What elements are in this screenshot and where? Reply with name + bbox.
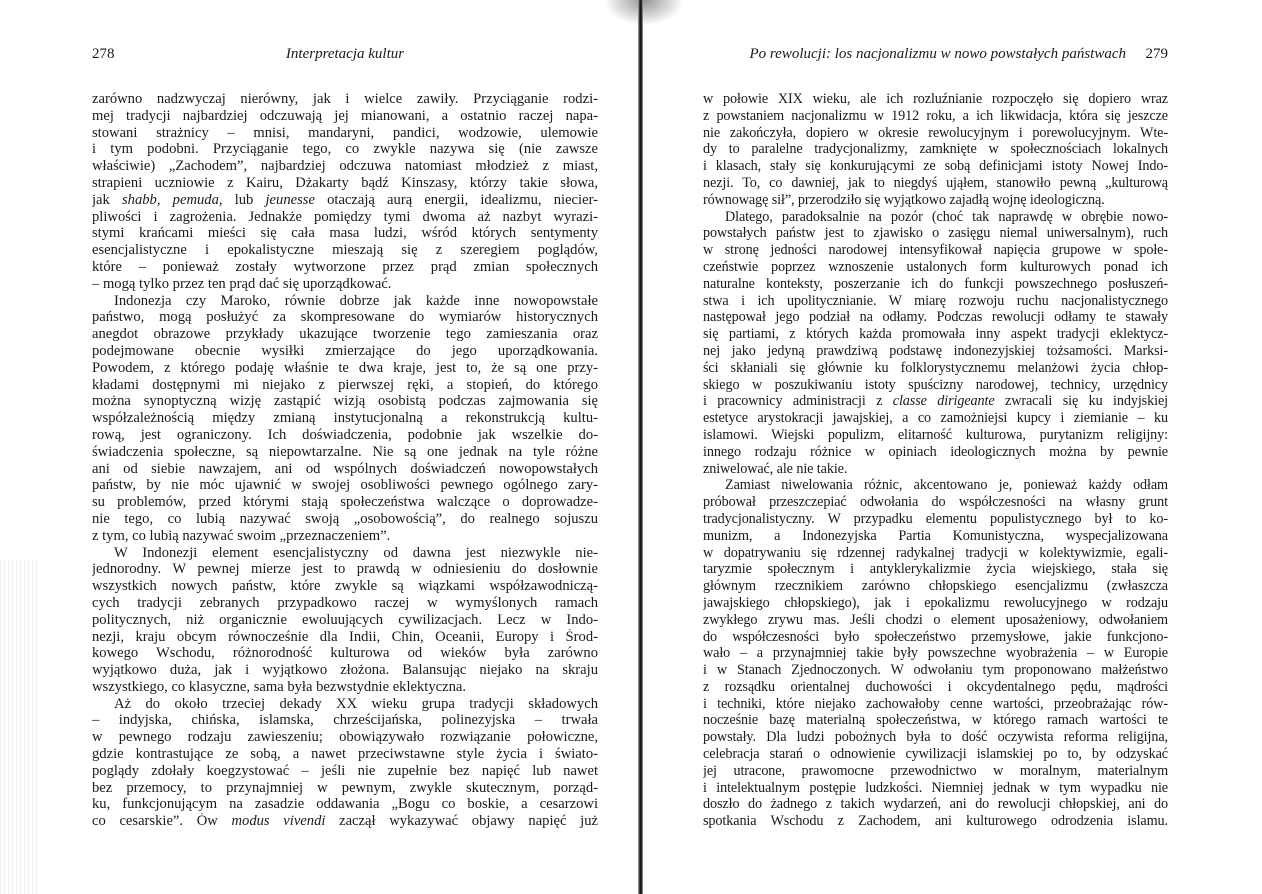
scan-smudge [604,0,684,26]
text-line: nej jako jedyną prawdziwą podstawę indonezyjskiej tożsamości. Marksi- [703,342,1168,359]
text-segment: co cesarskie”. Ów [92,813,232,830]
running-head-text: Po rewolucji: los nacjonalizmu w nowo powstałych państwach [749,46,1126,62]
text-line: taryzmie społecznym i antyklerykalizmie życia wiejskiego, stała się [703,561,1168,578]
paragraph [703,91,1168,209]
text-line: Indonezja czy Maroko, równie dobrze jak każde inne nowopowstałe [114,292,598,309]
text-line: naturalne konteksty, poszerzanie ich do funkcji powszechnego posłuszeń- [703,275,1168,292]
text-line: w dopatrywaniu się rdzennej radykalnej tradycji w kolektywizmie, egali- [703,544,1168,561]
text-line: państw, by nie móc ujawnić w swojej osobliwości pewnego ogólnego zary- [92,477,598,494]
text-line: celebracja starań o odnowienie cywilizacji islamskiej po to, by odzyskać [703,746,1168,763]
text-line: Aż do około trzeciej dekady XX wieku grupa tradycji składowych [114,695,598,712]
text-line: – mogą tylko przez ten prąd dać się uporządkować. [92,275,392,292]
text-line: się partiami, z których każda promowała inny aspekt tradycji eklektycz- [703,326,1168,343]
text-line [92,192,598,209]
text-segment: zwracali się ku indyjskiej [994,393,1168,410]
text-segment: jak [92,191,122,208]
running-head-text: Interpretacja kultur [285,46,405,62]
text-segment: , [156,191,173,208]
text-line: munizm, a Indonezyjska Partia Komunistyczna, wyspecjalizowana [703,527,1168,544]
italic-term: shabb [121,191,157,208]
text-line: nezji. To, co dawniej, jak to niegdyś ująłem, stanowiło pewną „kulturową [703,174,1168,191]
paragraph [703,209,1168,478]
text-line: cych tradycji zebranych przypadkowo raczej w wymyślonych ramach [92,594,598,611]
text-line: jej utracone, prawomocne przewodnictwo w moralnym, materialnym [703,762,1168,779]
text-line: doszło do żadnego z takich wydarzeń, ani do rewolucji chłopskiej, ani do [703,796,1168,813]
text-line: właściwie) „Zachodem”, najbardziej odczuwa natomiast młodzież z miast, [92,158,598,175]
text-line: su problemów, przed którymi stają społeczeństwa walczące o doprowadze- [92,494,598,511]
text-line: z powstaniem nacjonalizmu w 1912 roku, a ich likwidacja, która się jeszcze [703,107,1168,124]
text-segment: i pracownicy administracji z [703,393,893,410]
text-line: państwo, mogą posłużyć za skompresowane do wymiarów historycznych [92,309,598,326]
text-line: można synoptyczną wizję zastąpić wizją osobistą podczas zajmowania się [92,393,598,410]
text-line: współzależnością między zmianą instytucjonalną a rekonstrukcją kultu- [92,410,598,427]
text-segment: otaczają aurą energii, idealizmu, niecier- [314,191,598,208]
text-line: anegdot obrazowe przykłady ukazujące tworzenie tego zamieszania oraz [92,326,598,343]
text-line: i techniki, które niejako zachowałoby cenne wartości, przeobrażając rów- [703,695,1168,712]
text-line: wyjątkowo duża, jak i wyjątkowo złożona. Balansując niejako na skraju [92,662,598,679]
text-segment: , lub [218,191,266,208]
text-line: jawajskiego chłopskiego), jak i epokalizmu rewolucyjnego w rodzaju [703,594,1168,611]
text-line: spotkania Wschodu z Zachodem, ani kulturowego odrodzenia islamu. [703,813,1168,830]
text-line: z rozsądku orientalnej duchowości i okcydentalnego pędu, mądrości [703,678,1168,695]
text-line: w pewnego rodzaju zawieszeniu; obowiązywało rozwiązanie połowiczne, [92,729,598,746]
text-line: z tym, co lubią nazywać swoim „przeznaczeniem”. [92,527,391,544]
right-page [703,0,1168,894]
text-line: strapieni uczniowie z Kairu, Dżakarty bądź Kinszasy, którzy takie słowa, [92,174,598,191]
text-line: jednorodny. W pewnej mierze jest to prawdą w odniesieniu do dosłownie [92,561,598,578]
text-line: równowagę sił”, przerodziło się wyjątkowo zajadłą wojnę ideologiczną. [703,191,1105,208]
text-line: gdzie kontrastujące ze sobą, a nawet przeciwstawne style życia i świato- [92,746,598,763]
text-line: tradycjonalistyczny. W przypadku elementu populistycznego był to ko- [703,510,1168,527]
paragraph [92,91,598,293]
text-line: stwa i ich upolitycznianie. W miarę rozwoju ruchu nacjonalistycznego [703,292,1168,309]
paragraph [92,545,598,696]
text-line: kowego Wschodu, różnorodność kulturowa od wieków była zarówno [92,645,598,662]
text-line: powstały. Dla ludzi pobożnych była to dość oczywista reforma religijna, [703,729,1168,746]
italic-term: classe dirigeante [892,393,995,410]
text-line: świadczenia społeczne, są niepowtarzalne. Nie są one jednak na tyle różne [92,443,598,460]
text-line: powstałych państw jest to zjawisko o zasięgu niemal uniwersalnym), ruch [703,225,1168,242]
text-line: podejmowane obecnie wysiłki zmierzające do jego uporządkowania. [92,342,598,359]
text-line: Zamiast niwelowania różnic, akcentowano je, ponieważ każdy odłam [725,477,1168,494]
page-number: 279 [1145,46,1168,62]
text-line: W Indonezji element esencjalistyczny od dawna jest niezwykle nie- [114,544,598,561]
text-line: wszystkiego, co klasyczne, sama była bezwstydnie eklektyczna. [92,678,467,695]
text-line: nocześnie bazę materialną społeczeństwa, w którego ramach wartości te [703,712,1168,729]
text-line: i w Stanach Zjednoczonych. W odwołaniu tym proponowano małżeństwo [703,662,1168,679]
text-line: głównym rzecznikiem zarówno chłopskiego esencjalizmu (zwłaszcza [703,578,1168,595]
text-line: ani od siebie nawzajem, ani od wspólnych doświadczeń nowopowstałych [92,460,598,477]
text-line: bez przemocy, to przynajmniej w pewnym, zwykle skutecznym, porząd- [92,779,598,796]
text-line: nie zakończyła, dopiero w okresie rewolucyjnym i porewolucyjnym. Wte- [703,124,1168,141]
text-line: politycznych, niż organicznie ewoluujących cywilizacjach. Lecz w Indo- [92,611,598,628]
text-line: w stronę jedności narodowej intensyfikował napięcia grupowe w społe- [703,242,1168,259]
text-line: stowani strażnicy – mnisi, mandaryni, pandici, wodzowie, ulemowie [92,124,598,141]
book-gutter [638,0,643,894]
italic-term: jeunesse [265,191,315,208]
text-line: Powodem, z którego podaję właśnie te dwa kraje, jest to, że są one przy- [92,359,598,376]
italic-term: modus vivendi [231,813,326,830]
text-line: następował jego podział na odłamy. Podczas rewolucji odłamy te stawały [703,309,1168,326]
text-line: wszystkich nowych państw, które zwykle są wiązkami współzawodniczą- [92,578,598,595]
text-line: pliwości i zagrożenia. Jednakże pomiędzy tymi dwoma aż nazbyt wyrazi- [92,208,598,225]
italic-term: pemuda [172,191,219,208]
paragraph [92,293,598,545]
text-line: Dlatego, paradoksalnie na pozór (choć tak naprawdę w obrębie nowo- [725,208,1168,225]
text-line: zarówno nadzwyczaj nierówny, jak i wielce zawiły. Przyciąganie rodzi- [92,91,598,107]
page-edge-shadow [0,560,40,894]
text-line: – indyjska, chińska, islamska, chrześcijańska, polinezyjska – trwała [92,712,598,729]
text-line: nezji, kraju obcym równocześnie dla Indii, Chin, Oceanii, Europy i Środ- [92,628,598,645]
text-line: esencjalistyczne i epokalistyczne mieszają się z szeregiem poglądów, [92,242,598,259]
text-line: stymi krańcami mieści się cała masa ludzi, wśród których sentymenty [92,225,598,242]
text-line: rową, jest ograniczony. Ich doświadczenia, podobnie jak wszelkie do- [92,426,598,443]
left-page [92,0,598,894]
text-line: estetyce arystokracji jawajskiej, a co zamożniejsi kupcy i ziemianie – ku [703,410,1168,427]
text-line: które – ponieważ zostały wytworzone przez prąd zmian społecznych [92,258,598,275]
text-line [92,813,598,830]
running-head [749,45,1126,63]
text-line: zwykłego zrywu mas. Jeśli chodzi o element uposażeniowy, odwołaniem [703,611,1168,628]
text-line: i klasach, stały się konkurującymi ze sobą definicjami istoty Nowej Indo- [703,158,1168,175]
text-line: nie tego, co lubią nazywać swoją „osobowością”, do realnego sojuszu [92,510,598,527]
page-number: 278 [92,46,115,62]
text-line: kładami dostępnymi mi niejako z pierwszej ręki, a stopień, do którego [92,376,598,393]
text-line: ku, funkcjonującym na zasadzie oddawania „Bogu co boskie, a cesarzowi [92,796,598,813]
text-line: do współczesności było społeczeństwo przemysłowe, jakie funkcjono- [703,628,1168,645]
text-line: mej tradycji najbardziej odczuwają jej mianowani, a ostatnio raczej napa- [92,107,598,124]
text-line: dy to paralelne tradycjonalizmy, zamknięte w społecznościach lokalnych [703,141,1168,158]
page-body [92,91,598,830]
text-line: zniwelować, ale nie takie. [703,460,848,477]
text-line: islamowi. Wiejski populizm, elitarność kulturowa, purytanizm religijny: [703,426,1168,443]
running-head [92,45,598,63]
text-line: i tym podobni. Przyciąganie tego, co zwykle nazywa się (nie zawsze [92,141,598,158]
text-line: próbował przeszczepiać odwołania do współczesności na własny grunt [703,494,1168,511]
text-line: w połowie XIX wieku, ale ich rozluźnianie rozpoczęło się dopiero wraz [703,91,1168,107]
text-line: i intelektualnym postępie ludzkości. Niemniej jednak w tym wypadku nie [703,779,1168,796]
text-line: skiego w poszukiwaniu istoty spuścizny narodowej, technicy, urzędnicy [703,376,1168,393]
text-segment: zaczął wykazywać objawy napięć już [325,813,598,830]
paragraph [92,696,598,830]
text-line: ści skłaniali się głównie ku folklorystycznemu melanżowi życia chłop- [703,359,1168,376]
text-line: poglądy zdołały koegzystować – jeśli nie zupełnie bez napięć lub nawet [92,762,598,779]
page-body [703,91,1168,830]
text-line: innego rodzaju różnice w opiniach ideologicznych można by pewnie [703,443,1168,460]
text-line: wało – a przynajmniej takie były powszechne wyobrażenia – w Europie [703,645,1168,662]
text-line: czeństwie poprzez wznoszenie ustalonych form kulturowych ponad ich [703,258,1168,275]
paragraph [703,477,1168,830]
text-line [703,393,1168,410]
